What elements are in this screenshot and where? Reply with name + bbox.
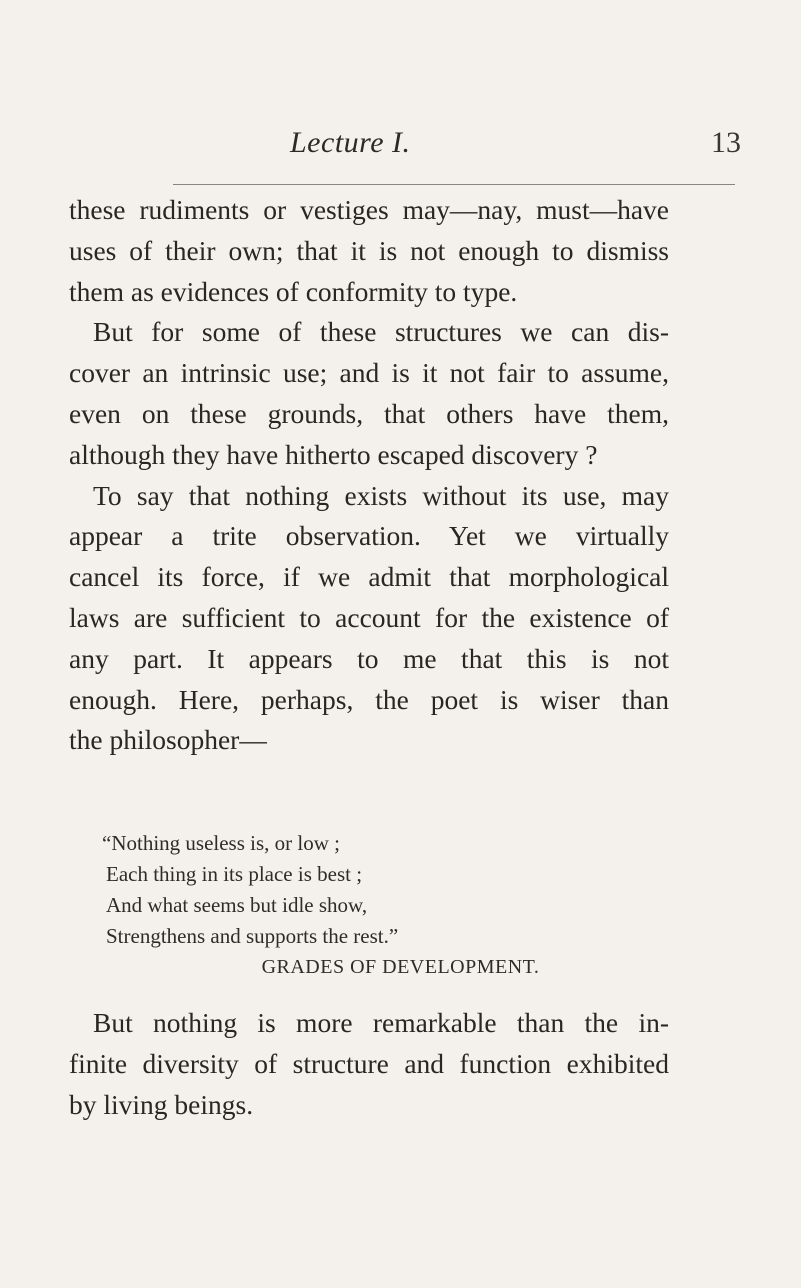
paragraph-2 [69, 1003, 669, 1125]
verse-line: Strengthens and supports the rest.” [106, 924, 399, 948]
page-number: 13 [711, 126, 741, 159]
running-title: Lecture I. [290, 126, 411, 159]
text-line: any part. It appears to me that this is not [69, 642, 669, 674]
paragraph-1 [69, 190, 669, 761]
text-line: these rudiments or vestiges may—nay, must—have [69, 194, 669, 225]
text-line: by living beings. [69, 1088, 254, 1120]
text-line: cancel its force, if we admit that morphological [69, 561, 669, 593]
text-line: But for some of these structures we can dis- [93, 316, 669, 348]
text-line: cover an intrinsic use; and is it not fair to assume, [69, 357, 669, 389]
text-line: the philosopher— [69, 724, 267, 756]
text-line: uses of their own; that it is not enough to dismiss [69, 234, 669, 266]
text-line: But nothing is more remarkable than the in- [93, 1007, 669, 1038]
verse-quotation [102, 828, 398, 952]
text-line: finite diversity of structure and function exhibited [69, 1047, 669, 1079]
header-rule [173, 184, 735, 185]
verse-line: Each thing in its place is best ; [106, 862, 363, 886]
text-line: them as evidences of conformity to type. [69, 275, 518, 307]
text-line: laws are sufficient to account for the existence of [69, 601, 669, 633]
text-line: To say that nothing exists without its use, may [93, 479, 669, 511]
text-line: even on these grounds, that others have them, [69, 397, 669, 429]
text-line: although they have hitherto escaped discovery ? [69, 438, 598, 470]
verse-line: “Nothing useless is, or low ; [102, 831, 340, 855]
text-line: enough. Here, perhaps, the poet is wiser than [69, 683, 669, 715]
section-heading: GRADES OF DEVELOPMENT. [261, 956, 540, 978]
page-header [0, 126, 801, 166]
text-line: appear a trite observation. Yet we virtually [69, 520, 669, 552]
verse-line: And what seems but idle show, [106, 893, 368, 917]
